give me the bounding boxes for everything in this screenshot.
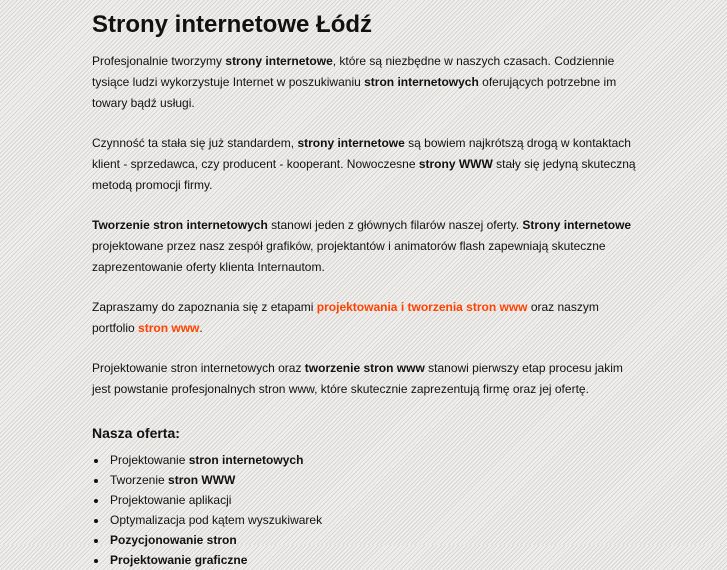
text-segment: , które są niezbędne w naszych czasach. Codziennie tysiące ludzi wykorzystuje Internet w poszukiwaniu	[92, 54, 615, 89]
bold-text: strony WWW	[418, 157, 493, 171]
text-segment: są bowiem najkrótszą drogą w kontaktach klient - sprzedawca, czy producent - kooperant. Nowoczesne	[92, 136, 631, 171]
text-segment: stanowi jeden z głównych filarów naszej oferty.	[267, 218, 523, 232]
offer-item-projektowanie-graficzne	[108, 550, 644, 570]
text-segment: Czynność ta stała się już standardem,	[92, 136, 298, 150]
text-segment: stanowi pierwszy etap procesu jakim jest powstanie profesjonalnych stron www, które skutecznie zaprezentują firmę oraz jej ofertę.	[92, 361, 623, 396]
text-segment: oraz naszym portfolio	[92, 300, 599, 335]
offer-item-optymalizacja	[108, 510, 644, 530]
text-segment: stały się jedyną skuteczną metodą promocji firmy.	[92, 157, 636, 192]
paragraph-offer-pillars	[92, 215, 644, 278]
bold-text: strony internetowe	[297, 136, 405, 150]
paragraph-standard	[92, 133, 644, 196]
bold-text: strony internetowe	[225, 54, 333, 68]
bold-text: stron WWW	[168, 473, 236, 487]
offer-item-projektowanie-aplikacji	[108, 490, 644, 510]
bold-text: stron internetowych	[188, 453, 304, 467]
paragraph-invite	[92, 297, 644, 339]
text-segment: Projektowanie aplikacji	[110, 493, 232, 507]
offer-item-tworzenie-stron	[108, 470, 644, 490]
text-segment: Tworzenie	[110, 473, 169, 487]
page-title: Strony internetowe Łódź	[92, 11, 373, 38]
bold-text: Projektowanie graficzne	[110, 553, 248, 567]
text-segment: Profesjonalnie tworzymy	[92, 54, 226, 68]
bold-text: Pozycjonowanie stron	[110, 533, 237, 547]
offer-item-pozycjonowanie	[108, 530, 644, 550]
text-segment: oferujących potrzebne im towary bądź usługi.	[92, 75, 617, 110]
link-projektowania-i-tworzenia-stron-www[interactable]: projektowania i tworzenia stron www	[316, 300, 528, 314]
bold-text: stron internetowych	[364, 75, 479, 89]
bold-text: tworzenie stron www	[304, 361, 425, 375]
bold-text: Strony internetowe	[522, 218, 632, 232]
text-segment: Projektowanie	[110, 453, 189, 467]
text-segment: .	[199, 321, 203, 335]
offer-heading: Nasza oferta:	[92, 425, 180, 441]
paragraph-intro	[92, 51, 644, 114]
link-portfolio-stron-www[interactable]: stron www	[138, 321, 200, 335]
bold-text: Tworzenie stron internetowych	[92, 218, 268, 232]
offer-item-projektowanie-stron	[108, 450, 644, 470]
text-segment: Zapraszamy do zapoznania się z etapami	[92, 300, 317, 314]
text-segment: Optymalizacja pod kątem wyszukiwarek	[110, 513, 323, 527]
offer-list	[92, 450, 644, 570]
paragraph-process	[92, 358, 644, 400]
text-segment: Projektowanie stron internetowych oraz	[92, 361, 305, 375]
text-segment: projektowane przez nasz zespół grafików, projektantów i animatorów flash zapewniają skuteczne zaprezentowanie oferty klienta Internautom.	[92, 239, 606, 274]
